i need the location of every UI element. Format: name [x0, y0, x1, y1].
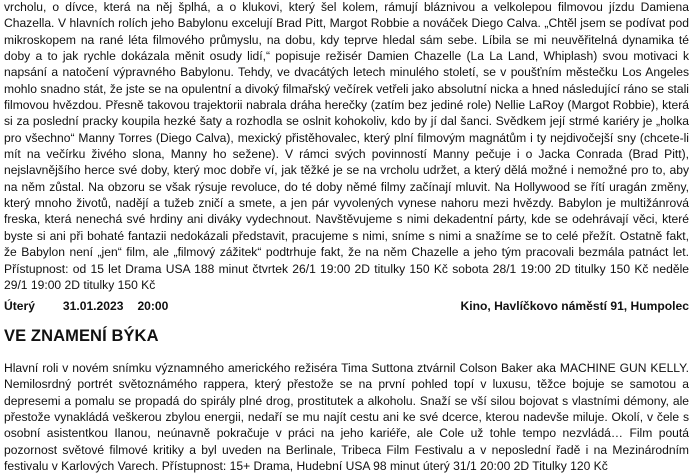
event-header — [4, 298, 689, 314]
article-babylon — [4, 0, 689, 293]
event-datetime — [4, 299, 168, 313]
event-venue: Kino, Havlíčkovo náměstí 91, Humpolec — [460, 299, 689, 313]
event-day: Úterý — [4, 299, 35, 313]
event-title: VE ZNAMENÍ BÝKA — [4, 327, 159, 345]
article-ve-znameni-byka — [4, 360, 689, 474]
article-ve-znameni-byka-text: Hlavní roli v novém snímku významného amerického režiséra Tima Suttona ztvárnil Colson Baker aka MACHINE GUN KELLY. Nemilosrdný portrét světoznámého rappera, který přestože se na první pohled topí v luxusu, těžce bojuje se samotou a depresemi a pomalu se propadá do spirály plné drog, prostitutek a alkoholu. Snaží se vší silou bojovat s vlastními démony, ale přestože vynakládá veškerou zbylou energii, nedaří se mu najít cestu ani ke své dcerce, kterou nadevše miluje. Okolí, v čele s osobní asistentkou Ilanou, neúnavně pokračuje v práci na jeho kariéře, ale Cole už tohle tempo nezvládá… Film poutá pozornost světové filmové kritiky a byl uveden na Berlinale, Tribeca Film Festivalu a v neposlední řadě i na Mezinárodním festivalu v Karlových Varech. Přístupnost: 15+ Drama, Hudební USA 98 minut úterý 31/1 20:00 2D Titulky 120 Kč — [4, 361, 689, 474]
event-date: 31.01.2023 — [62, 299, 124, 313]
event-time: 20:00 — [137, 299, 169, 313]
article-babylon-text: vrcholu, o dívce, která na něj šplhá, a o klukovi, který šel kolem, rámují bláznivou a velkolepou filmovou jízdu Damiena Chazella. V hlavních rolích jeho Babylonu excelují Brad Pitt, Margot Robbie a nováček Diego Calva. „Chtěl jsem se podívat pod mikroskopem na rané léta filmového průmyslu, na dobu, kdy teprve hledal sám sebe. Líbila se mi neuvěřitelná dynamika té doby a to jak rychle dokázala měnit osudy lidí,“ popisuje režisér Damien Chazelle (La La Land, Whiplash) svou motivaci k napsání a natočení výpravného Babylonu. Tehdy, ve dvacátých letech minulého století, se v poušťním městečku Los Angeles mohlo snadno stát, že jste se na opulentní a divoký filmařský večírek vetřeli jako absolutní nicka a hned následující ráno se stali filmovou hvězdou. Přesně takovou trajektorii nabrala dráha herečky (zatím bez jediné role) Nellie LaRoy (Margot Robbie), která si za poslední pracky koupila hezké šaty a rozhodla se oslnit kohokoliv, kdo by jí dal šanci. Svědkem její strmé kariéry je „holka pro všechno“ Manny Torres (Diego Calva), mexický přistěhovalec, který plní filmovým magnátům i ty nejdivočejší sny (chcete-li mít na večírku živého slona, Manny ho sežene). V rámci svých povinností Manny pečuje i o Jacka Conrada (Brad Pitt), nejslavnějšího herce své doby, který moc dobře ví, jak těžké je se na vrcholu udržet, a který dělá možné i nemožné pro to, aby na něm zůstal. Na obzoru se však rýsuje revoluce, do té doby němé filmy začínají mluvit. Na Hollywood se řítí uragán změny, který mnoho životů, nadějí a tužeb zničí a smete, a jen pár vyvolených vynese nahoru mezi hvězdy. Babylon je multižánrová freska, která nenechá své hrdiny ani diváky vydechnout. Navštěvujeme s nimi dekadentní párty, kde se odehrávají věci, které byste si ani při bohaté fantazii nedokázali představit, pracujeme s nimi, sníme s nimi a snažíme se to celé přežít. Ostatně fakt, že Babylon není „jen“ film, ale „filmový zážitek“ podtrhuje fakt, že na něm Chazelle a jeho tým pracovali bezmála patnáct let. Přístupnost: od 15 let Drama USA 188 minut čtvrtek 26/1 19:00 2D titulky 150 Kč sobota 28/1 19:00 2D titulky 150 Kč neděle 29/1 19:00 2D titulky 150 Kč — [4, 0, 689, 292]
